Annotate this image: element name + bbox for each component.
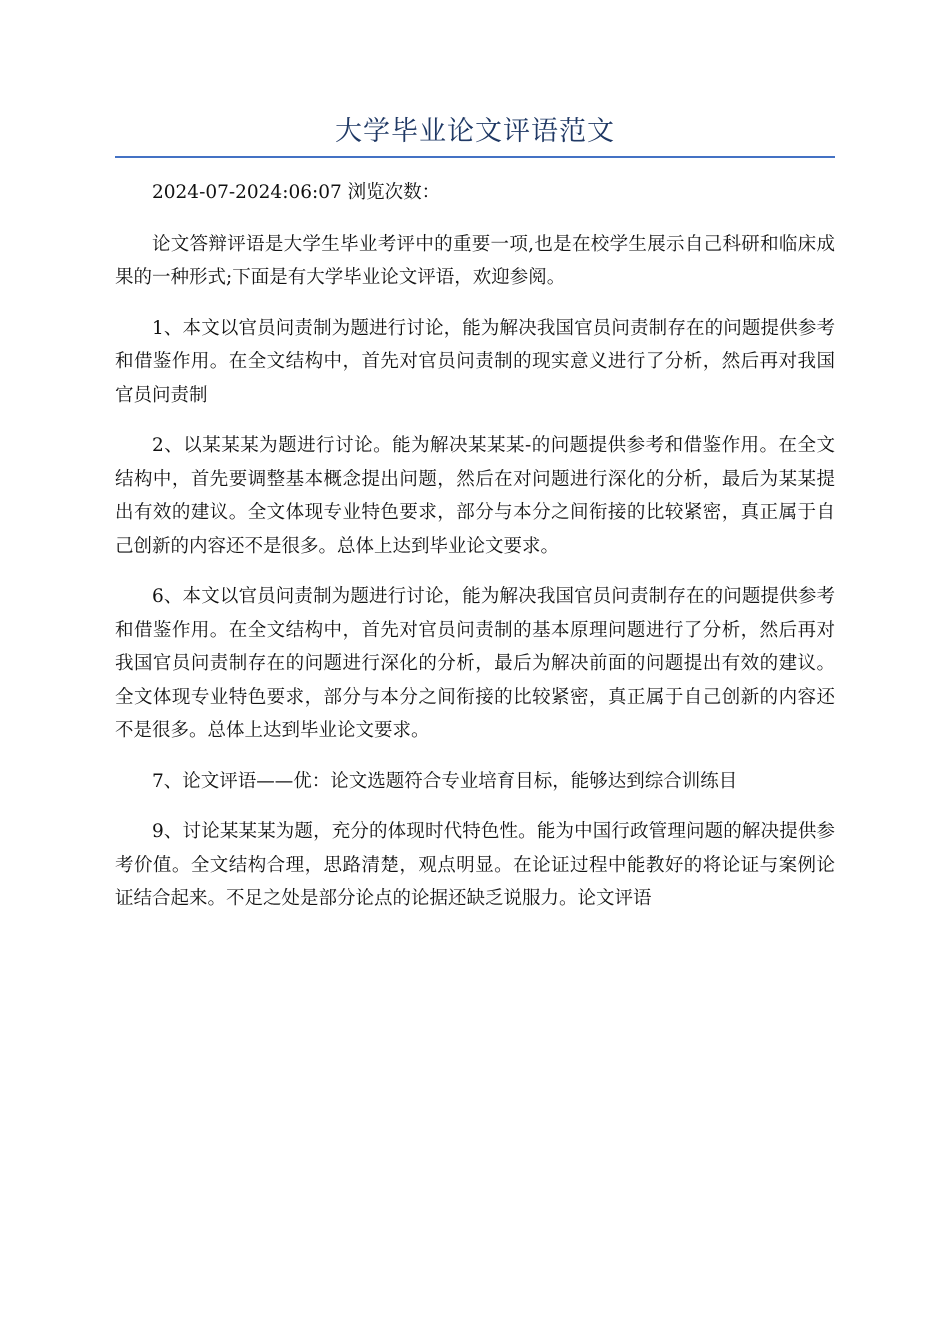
- paragraph-intro: 论文答辩评语是大学生毕业考评中的重要一项,也是在校学生展示自己科研和临床成果的一种形式;下面是有大学毕业论文评语，欢迎参阅。: [115, 233, 835, 288]
- meta-line: 2024-07-2024:06:07 浏览次数：: [152, 182, 441, 203]
- paragraph-9: 9、讨论某某某为题，充分的体现时代特色性。能为中国行政管理问题的解决提供参考价值。全文结构合理，思路清楚，观点明显。在论证过程中能教好的将论证与案例论证结合起来。不足之处是部分论点的论据还缺乏说服力。论文评语: [115, 821, 835, 909]
- paragraph-6: 6、本文以官员问责制为题进行讨论，能为解决我国官员问责制存在的问题提供参考和借鉴作用。在全文结构中，首先对官员问责制的基本原理问题进行了分析，然后再对我国官员问责制存在的问题进行深化的分析，最后为解决前面的问题提出有效的建议。全文体现专业特色要求，部分与本分之间衔接的比较紧密，真正属于自己创新的内容还不是很多。总体上达到毕业论文要求。: [115, 586, 835, 741]
- document-body: [115, 176, 835, 933]
- document-title: 大学毕业论文评语范文: [335, 116, 615, 147]
- paragraph-7: 7、论文评语——优：论文选题符合专业培育目标，能够达到综合训练目: [152, 770, 738, 792]
- title-block: [115, 112, 835, 158]
- paragraph-2: 2、以某某某为题进行讨论。能为解决某某某-的问题提供参考和借鉴作用。在全文结构中，首先要调整基本概念提出问题，然后在对问题进行深化的分析，最后为某某提出有效的建议。全文体现专业特色要求，部分与本分之间衔接的比较紧密，真正属于自己创新的内容还不是很多。总体上达到毕业论文要求。: [115, 435, 835, 557]
- paragraph-1: 1、本文以官员问责制为题进行讨论，能为解决我国官员问责制存在的问题提供参考和借鉴作用。在全文结构中，首先对官员问责制的现实意义进行了分析，然后再对我国官员问责制: [115, 317, 835, 406]
